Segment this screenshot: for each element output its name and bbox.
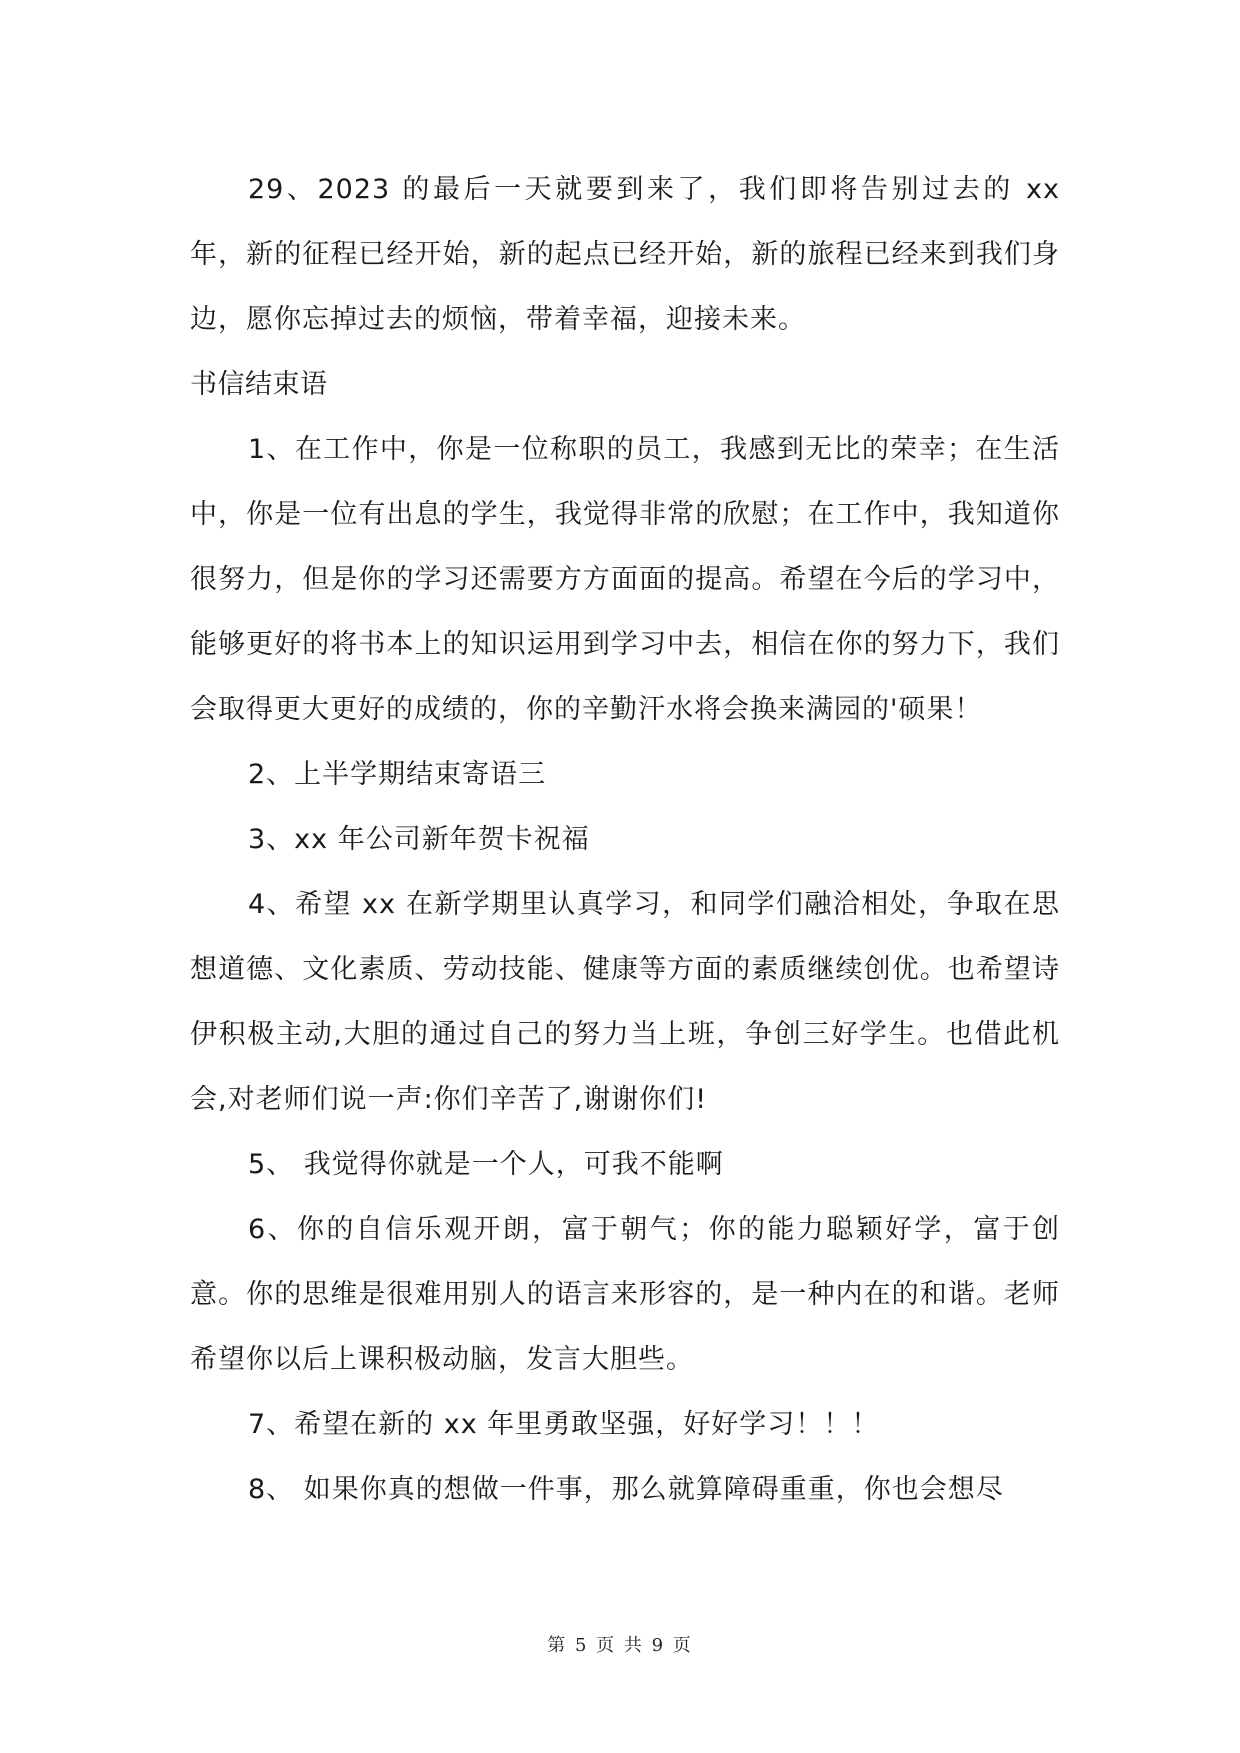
page-number-footer: 第 5 页 共 9 页 bbox=[547, 1635, 693, 1656]
paragraph-6: 6、你的自信乐观开朗，富于朝气；你的能力聪颖好学，富于创意。你的思维是很难用别人的语言来形容的，是一种内在的和谐。老师希望你以后上课积极动脑，发言大胆些。 bbox=[190, 1214, 1060, 1375]
section-heading: 书信结束语 bbox=[190, 369, 328, 400]
paragraph-29: 29、2023 的最后一天就要到来了，我们即将告别过去的 xx 年，新的征程已经开始，新的起点已经开始，新的旅程已经来到我们身边，愿你忘掉过去的烦恼，带着幸福，迎接未来。 bbox=[190, 174, 1060, 335]
paragraph-4: 4、希望 xx 在新学期里认真学习，和同学们融洽相处，争取在思想道德、文化素质、劳动技能、健康等方面的素质继续创优。也希望诗伊积极主动,大胆的通过自己的努力当上班，争创三好学生。也借此机会,对老师们说一声:你们辛苦了,谢谢你们! bbox=[190, 889, 1060, 1115]
paragraph-8: 8、 如果你真的想做一件事，那么就算障碍重重，你也会想尽 bbox=[248, 1474, 1004, 1505]
document-body bbox=[190, 157, 1060, 1522]
paragraph-2: 2、上半学期结束寄语三 bbox=[248, 759, 547, 790]
paragraph-1: 1、在工作中，你是一位称职的员工，我感到无比的荣幸；在生活中，你是一位有出息的学生，我觉得非常的欣慰；在工作中，我知道你很努力，但是你的学习还需要方方面面的提高。希望在今后的学习中，能够更好的将书本上的知识运用到学习中去，相信在你的努力下，我们会取得更大更好的成绩的，你的辛勤汗水将会换来满园的'硕果！ bbox=[190, 434, 1060, 725]
paragraph-3: 3、xx 年公司新年贺卡祝福 bbox=[248, 824, 590, 855]
paragraph-7: 7、希望在新的 xx 年里勇敢坚强，好好学习！！！ bbox=[248, 1409, 880, 1440]
paragraph-5: 5、 我觉得你就是一个人，可我不能啊 bbox=[248, 1149, 724, 1180]
